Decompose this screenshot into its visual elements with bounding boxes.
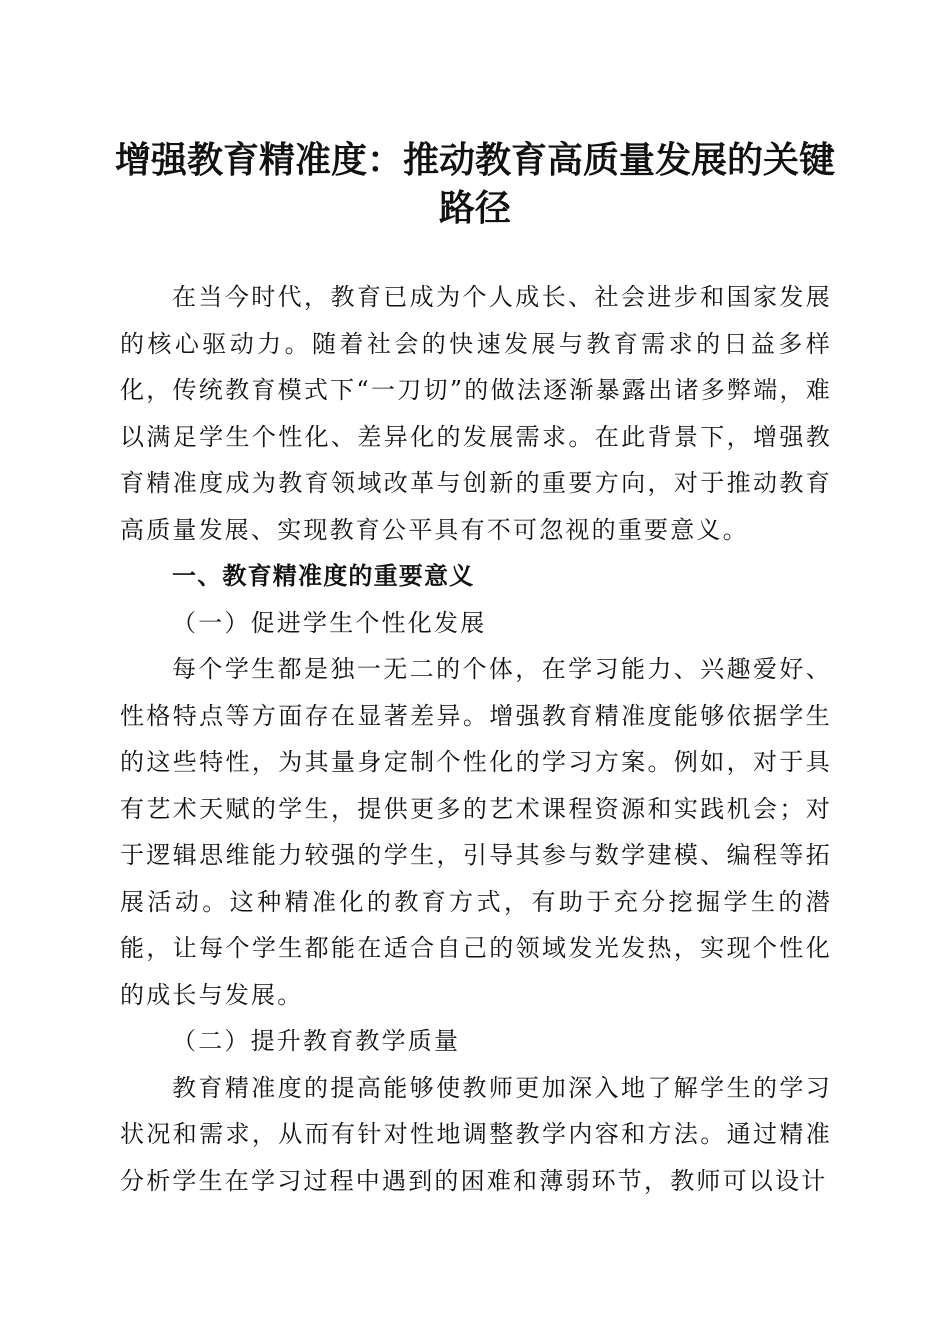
paragraph-personalized-development: 每个学生都是独一无二的个体，在学习能力、兴趣爱好、性格特点等方面存在显著差异。增强教育精准度能够依据学生的这些特性，为其量身定制个性化的学习方案。例如，对于具有艺术天赋的学生，提供更多的艺术课程资源和实践机会；对于逻辑思维能力较强的学生，引导其参与数学建模、编程等拓展活动。这种精准化的教育方式，有助于充分挖掘学生的潜能，让每个学生都能在适合自己的领域发光发热，实现个性化的成长与发展。 <box>120 655 832 1009</box>
subsection-heading-2: （二）提升教育教学质量 <box>172 1027 461 1055</box>
section-heading-1: 一、教育精准度的重要意义 <box>172 562 475 590</box>
document-title: 增强教育精准度：推动教育高质量发展的关键路径 <box>114 139 835 229</box>
paragraph-teaching-quality: 教育精准度的提高能够使教师更加深入地了解学生的学习状况和需求，从而有针对性地调整教学内容和方法。通过精准分析学生在学习过程中遇到的困难和薄弱环节，教师可以设计 <box>120 1073 832 1195</box>
intro-paragraph: 在当今时代，教育已成为个人成长、社会进步和国家发展的核心驱动力。随着社会的快速发展与教育需求的日益多样化，传统教育模式下“一刀切”的做法逐渐暴露出诸多弊端，难以满足学生个性化、差异化的发展需求。在此背景下，增强教育精准度成为教育领域改革与创新的重要方向，对于推动教育高质量发展、实现教育公平具有不可忽视的重要意义。 <box>120 283 832 544</box>
subsection-heading-1: （一）促进学生个性化发展 <box>172 608 487 637</box>
document-body <box>120 274 832 1204</box>
